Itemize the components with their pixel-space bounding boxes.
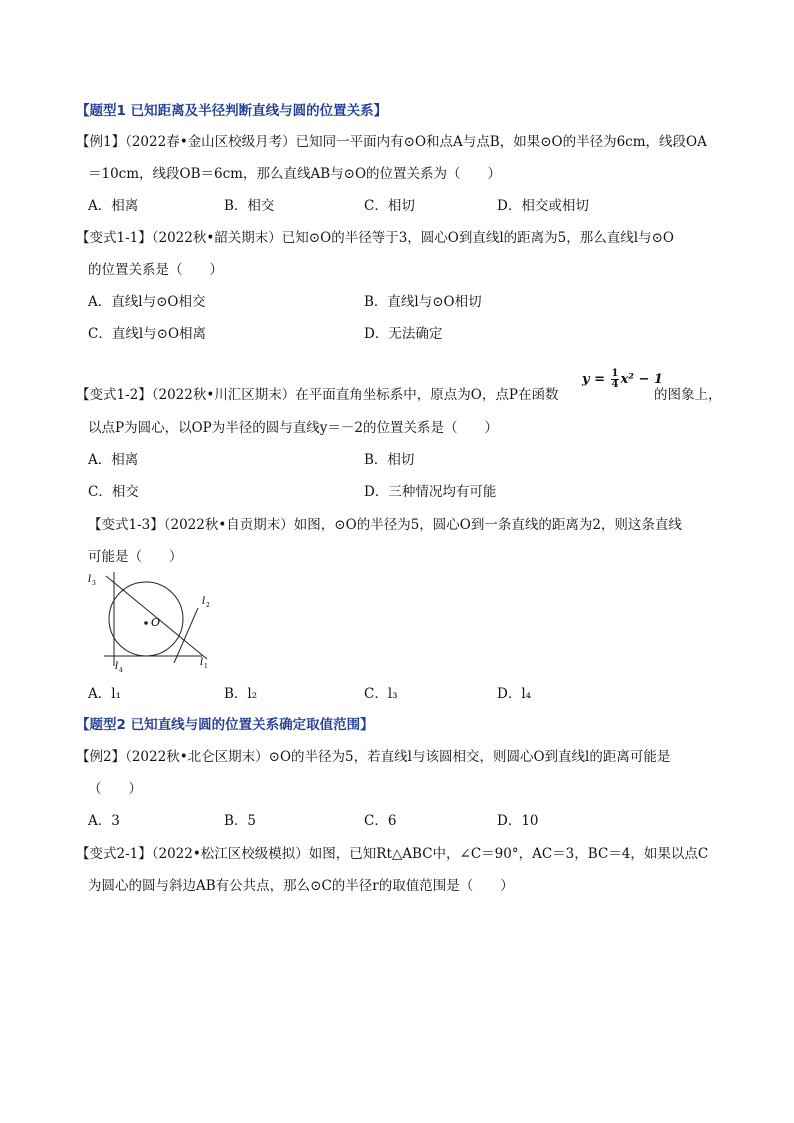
- example-2-line-2: （ ）: [88, 781, 142, 797]
- l4-subscript: 4: [119, 667, 123, 674]
- fraction-numerator: 1: [611, 368, 619, 379]
- example-1-option-d[interactable]: D．相交或相切: [497, 198, 589, 214]
- variant-1-3-option-b[interactable]: B．l₂: [224, 686, 258, 702]
- variant-2-1-line-2: 为圆心的圆与斜边AB有公共点，那么⊙C的半径r的取值范围是（ ）: [88, 878, 514, 894]
- example-2-line-1: 【例2】（2022秋•北仑区期末）⊙O的半径为5，若直线l与该圆相交，则圆心O到直线l的距离可能是: [76, 749, 671, 765]
- variant-1-2-option-b[interactable]: B．相切: [364, 452, 415, 468]
- circle-o: [109, 582, 183, 656]
- variant-1-3-line-2: 可能是（ ）: [88, 549, 183, 565]
- variant-1-1-line-1: 【变式1-1】（2022秋•韶关期末）已知⊙O的半径等于3，圆心O到直线l的距离为5，那么直线l与⊙O: [76, 230, 674, 246]
- variant-1-2-option-a[interactable]: A．相离: [88, 452, 139, 468]
- l3-subscript: 3: [92, 580, 96, 587]
- example-1-option-a[interactable]: A．相离: [88, 198, 139, 214]
- fraction-denominator: 4: [611, 379, 619, 390]
- center-point: [144, 621, 148, 625]
- l1-label: l: [200, 657, 204, 668]
- variant-1-1-option-c[interactable]: C．直线l与⊙O相离: [88, 326, 207, 342]
- l3-label: l: [88, 574, 92, 585]
- variant-1-3-line-1: 【变式1-3】（2022秋•自贡期末）如图，⊙O的半径为5，圆心O到一条直线的距离为2，则这条直线: [88, 517, 682, 533]
- example-1-line-1: 【例1】（2022春•金山区校级月考）已知同一平面内有⊙O和点A与点B，如果⊙O的半径为6cm，线段OA: [76, 134, 707, 150]
- example-1-option-b[interactable]: B．相交: [224, 198, 275, 214]
- section-heading-2: 【题型2 已知直线与圆的位置关系确定取值范围】: [76, 717, 374, 733]
- variant-1-2-option-d[interactable]: D．三种情况均有可能: [364, 484, 497, 500]
- variant-1-3-option-a[interactable]: A．l₁: [88, 686, 121, 702]
- function-formula: [582, 369, 663, 390]
- center-label: O: [151, 616, 161, 629]
- l1-subscript: 1: [204, 663, 208, 670]
- l2-subscript: 2: [206, 602, 210, 609]
- variant-1-2-line-1b: 的图象上，: [654, 387, 722, 403]
- variant-1-1-option-a[interactable]: A．直线l与⊙O相交: [88, 294, 206, 310]
- function-fraction: [611, 369, 620, 390]
- variant-1-2-line-1a: 【变式1-2】（2022秋•川汇区期末）在平面直角坐标系中，原点为O，点P在函数: [76, 387, 559, 403]
- variant-1-1-option-b[interactable]: B．直线l与⊙O相切: [364, 294, 482, 310]
- example-1-line-2: ＝10cm，线段OB＝6cm，那么直线AB与⊙O的位置关系为（ ）: [88, 166, 502, 182]
- section-heading-1: 【题型1 已知距离及半径判断直线与圆的位置关系】: [76, 103, 388, 119]
- l4-label: l: [115, 661, 119, 672]
- example-2-option-a[interactable]: A．3: [88, 813, 120, 829]
- variant-1-1-line-2: 的位置关系是（ ）: [88, 262, 223, 278]
- line-l2: [174, 608, 198, 663]
- variant-1-2-line-2: 以点P为圆心，以OP为半径的圆与直线y＝－2的位置关系是（ ）: [88, 420, 498, 436]
- example-2-option-c[interactable]: C．6: [364, 813, 397, 829]
- l2-label: l: [202, 596, 206, 607]
- circle-lines-figure: [84, 568, 224, 678]
- variant-1-3-option-d[interactable]: D．l₄: [497, 686, 532, 702]
- variant-1-2-option-c[interactable]: C．相交: [88, 484, 139, 500]
- variant-1-3-option-c[interactable]: C．l₃: [364, 686, 398, 702]
- example-2-option-b[interactable]: B．5: [224, 813, 257, 829]
- variant-2-1-line-1: 【变式2-1】（2022•松江区校级模拟）如图，已知Rt△ABC中，∠C＝90°，AC＝3，BC＝4，如果以点C: [76, 846, 709, 862]
- example-2-option-d[interactable]: D．10: [497, 813, 539, 829]
- example-1-option-c[interactable]: C．相切: [364, 198, 415, 214]
- function-y: y =: [582, 372, 605, 387]
- variant-1-1-option-d[interactable]: D．无法确定: [364, 326, 443, 342]
- function-rest: x² − 1: [620, 372, 663, 387]
